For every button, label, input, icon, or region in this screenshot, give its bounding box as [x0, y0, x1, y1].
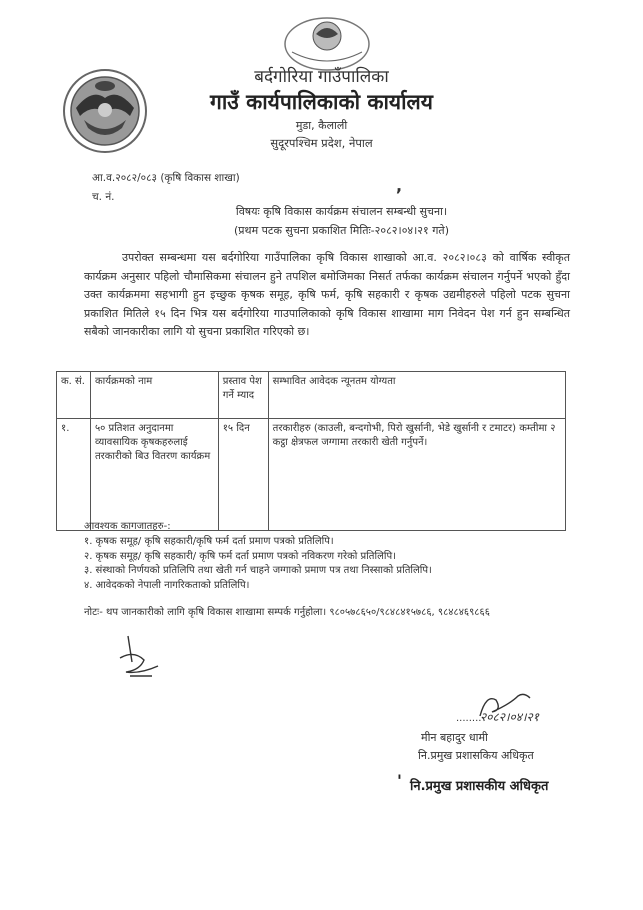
- col-header-qualification: सम्भावित आवेदक न्यूनतम योग्यता: [268, 372, 565, 419]
- col-header-program: कार्यक्रमको नाम: [90, 372, 218, 419]
- publication-date-line: (प्रथम पटक सुचना प्रकाशित मितिः-२०८२।०४।२१ गते): [234, 224, 449, 237]
- documents-heading: आवश्यक कागजातहरु-:: [84, 521, 171, 532]
- cell-sn: १.: [57, 419, 91, 531]
- cell-qualification: तरकारीहरु (काउली, बन्दगोभी, पिरो खुर्सानी, भेडे खुर्सानी र टमाटर) कम्तीमा २ कट्ठा क्षेत्रफल जग्गामा तरकारी खेती गर्नुपर्ने।: [268, 419, 565, 531]
- stamp-mark: ': [397, 771, 402, 790]
- document-item: ४. आवेदकको नेपाली नागरिकताको प्रतिलिपि।: [84, 580, 250, 592]
- signature-dots: ........: [456, 713, 482, 724]
- signatory-name: मीन बहादुर धामी: [421, 731, 488, 744]
- col-header-deadline: प्रस्ताव पेश गर्ने म्याद: [218, 372, 268, 419]
- table-header-row: [57, 372, 566, 419]
- municipality-seal-icon: [282, 12, 372, 72]
- header-province: सुदूरपश्चिम प्रदेश, नेपाल: [270, 136, 373, 150]
- dispatch-number: च. नं.: [92, 191, 115, 203]
- header-address: मुडा, कैलाली: [295, 119, 348, 132]
- signatory-title: नि.प्रमुख प्रशासकिय अधिकृत: [418, 749, 534, 762]
- document-item: २. कृषक समूह/ कृषि सहकारी/ कृषि फर्म दर्ता प्रमाण पत्रको नविकरण गरेको प्रतिलिपि।: [84, 550, 396, 562]
- cell-deadline: १५ दिन: [218, 419, 268, 531]
- col-header-sn: क. सं.: [57, 372, 91, 419]
- table-row: [57, 419, 566, 531]
- header-office-name: गाउँ कार्यपालिकाको कार्यालय: [210, 90, 433, 114]
- document-item: ३. संस्थाको निर्णयको प्रतिलिपि तथा खेती गर्न चाहने जग्गाको प्रमाण पत्र तथा निस्साको प्रतिलिपि।: [84, 565, 432, 577]
- subject-line: विषयः कृषि विकास कार्यक्रम संचालन सम्बन्धी सुचना।: [235, 205, 448, 218]
- required-documents: [84, 520, 432, 594]
- notice-body: उपरोक्त सम्बन्धमा यस बर्दगोरिया गाउँपालिका कृषि विकास शाखाको आ.व. २०८२।०८३ को वार्षिक स्वीकृत कार्यक्रम अनुसार पहिलो चौमासिकमा संचालन हुने तपशिल बमोजिमका निसर्त तर्फका कार्यक्रम संचालन गर्नुपर्ने भएको हुँदा उक्त कार्यक्रममा सहभागी हुन इच्छुक कृषक समूह, कृषि फर्म, कृषि सहकारी र कृषक उद्यमीहरुले पहिलो पटक सुचना प्रकाशित मितिले १५ दिन भित्र यस बर्दगोरिया गाउपालिकाको कृषि विकास शाखामा माग निवेदन पेश गर्न हुन सम्बन्धित सबैको जानकारीका लागि यो सुचना प्रकाशित गरिएको छ।: [84, 251, 570, 339]
- signature-date: २०८२।०४।२१: [480, 710, 540, 724]
- official-stamp: नि.प्रमुख प्रशासकीय अधिकृत: [410, 779, 549, 794]
- fiscal-year-ref: आ.व.२०८२/०८३ (कृषि विकास शाखा): [92, 172, 240, 184]
- program-table: [56, 371, 566, 531]
- handwritten-signature-left: [110, 632, 170, 682]
- header-municipality-name: बर्दगोरिया गाउँपालिका: [254, 67, 389, 87]
- cell-program-name: ५० प्रतिशत अनुदानमा व्यावसायिक कृषकहरुलाई तरकारीको बिउ वितरण कार्यक्रम: [90, 419, 218, 531]
- pen-mark: ,: [396, 176, 403, 195]
- document-item: १. कृषक समूह/ कृषि सहकारी/कृषि फर्म दर्ता प्रमाण पत्रको प्रतिलिपि।: [84, 535, 334, 547]
- contact-note: नोटः- थप जानकारीको लागि कृषि विकास शाखामा सम्पर्क गर्नुहोला। ९८०५७८६५०/९८४८४१५७८६, ९८४८४६९८६६: [84, 607, 490, 618]
